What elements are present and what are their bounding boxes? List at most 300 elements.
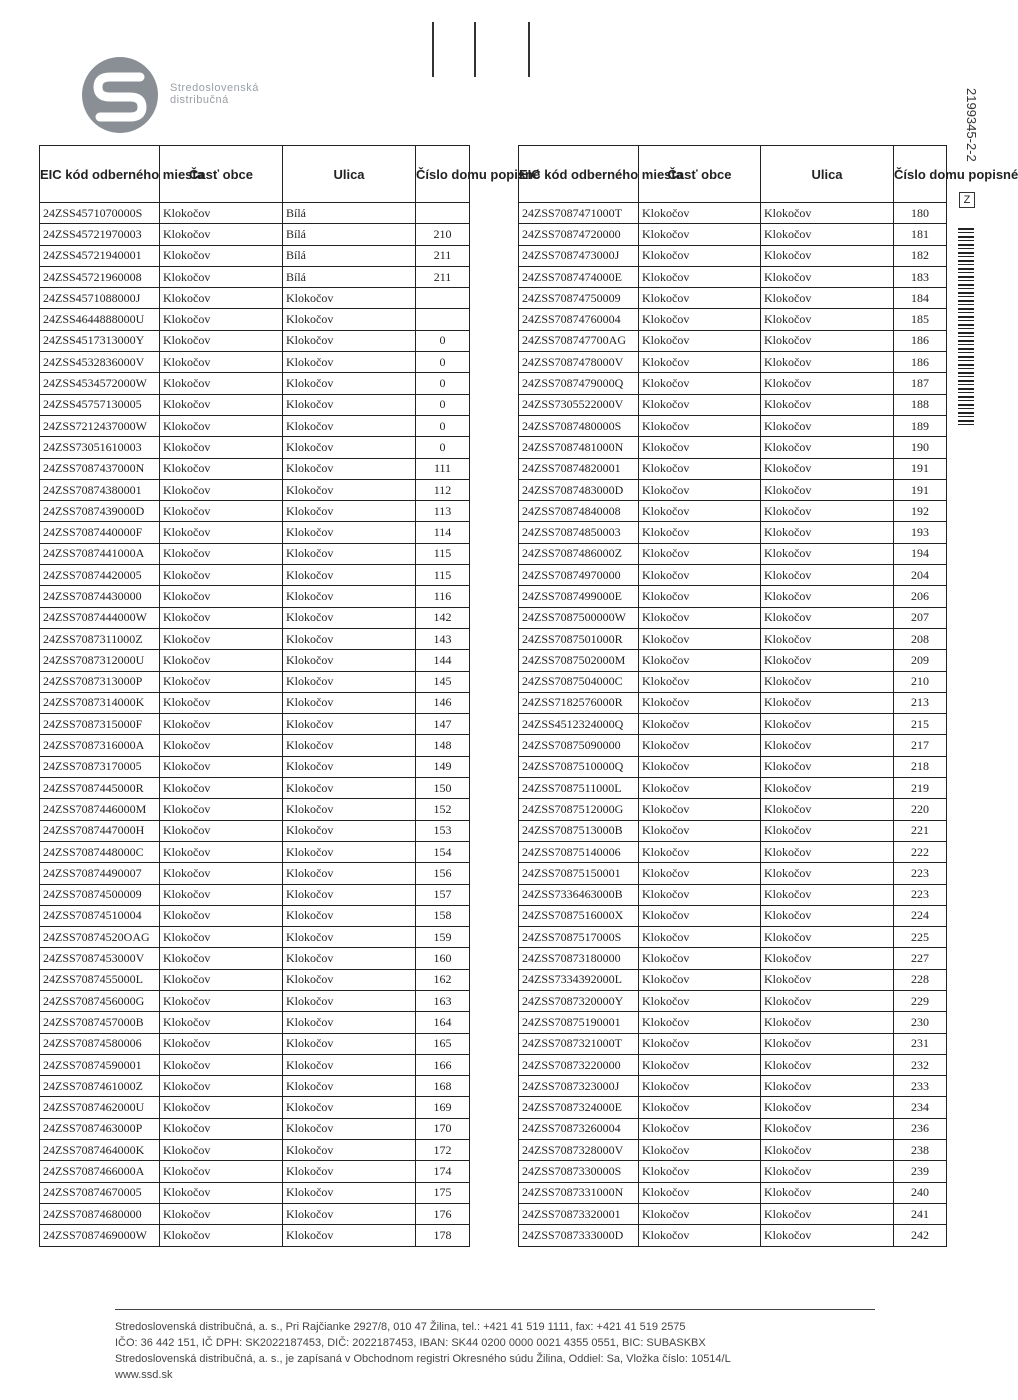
part-cell: Klokočov xyxy=(639,1203,761,1224)
part-cell: Klokočov xyxy=(639,565,761,586)
part-cell: Klokočov xyxy=(160,820,283,841)
street-cell: Klokočov xyxy=(761,437,894,458)
footer-line3: Stredoslovenská distribučná, a. s., je zapísaná v Obchodnom registri Okresného súdu Žilina, Oddiel: Sa, Vložka číslo: 10514/L xyxy=(115,1353,731,1365)
number-cell: 0 xyxy=(416,394,470,415)
eic-cell: 24ZSS70874850003 xyxy=(519,522,639,543)
number-cell: 238 xyxy=(894,1140,947,1161)
number-cell: 178 xyxy=(416,1225,470,1246)
street-cell: Klokočov xyxy=(761,756,894,777)
part-cell: Klokočov xyxy=(639,501,761,522)
table-row xyxy=(519,245,947,266)
part-cell: Klokočov xyxy=(160,607,283,628)
footer-divider xyxy=(115,1309,875,1310)
table-row xyxy=(40,1012,470,1033)
street-cell: Klokočov xyxy=(761,309,894,330)
table-row xyxy=(519,501,947,522)
table-row xyxy=(40,437,470,458)
col-eic-header: EIC kód odberného miesta xyxy=(519,146,639,203)
eic-cell: 24ZSS7087464000K xyxy=(40,1140,160,1161)
number-cell: 188 xyxy=(894,394,947,415)
street-cell: Klokočov xyxy=(761,1203,894,1224)
number-cell: 224 xyxy=(894,905,947,926)
table-row xyxy=(519,607,947,628)
eic-cell: 24ZSS7087311000Z xyxy=(40,628,160,649)
street-cell: Klokočov xyxy=(761,905,894,926)
eic-cell: 24ZSS7087480000S xyxy=(519,415,639,436)
part-cell: Klokočov xyxy=(160,1140,283,1161)
right-table xyxy=(518,145,1018,1247)
street-cell: Klokočov xyxy=(283,458,416,479)
part-cell: Klokočov xyxy=(160,841,283,862)
number-cell: 115 xyxy=(416,565,470,586)
part-cell: Klokočov xyxy=(639,841,761,862)
part-cell: Klokočov xyxy=(639,309,761,330)
part-cell: Klokočov xyxy=(639,352,761,373)
street-cell: Klokočov xyxy=(283,373,416,394)
part-cell: Klokočov xyxy=(639,799,761,820)
part-cell: Klokočov xyxy=(160,863,283,884)
part-cell: Klokočov xyxy=(639,671,761,692)
number-cell: 180 xyxy=(894,203,947,224)
part-cell: Klokočov xyxy=(639,1140,761,1161)
number-cell: 192 xyxy=(894,501,947,522)
street-cell: Klokočov xyxy=(283,479,416,500)
street-cell: Klokočov xyxy=(761,479,894,500)
table-row xyxy=(40,969,470,990)
table-row xyxy=(40,330,470,351)
eic-cell: 24ZSS70874820001 xyxy=(519,458,639,479)
eic-cell: 24ZSS70874580006 xyxy=(40,1033,160,1054)
eic-cell: 24ZSS7087516000X xyxy=(519,905,639,926)
part-cell: Klokočov xyxy=(639,714,761,735)
col-street-header: Ulica xyxy=(761,146,894,203)
table-row xyxy=(519,330,947,351)
eic-cell: 24ZSS70873320001 xyxy=(519,1203,639,1224)
part-cell: Klokočov xyxy=(160,309,283,330)
table-row xyxy=(40,799,470,820)
table-row xyxy=(40,820,470,841)
table-row xyxy=(519,266,947,287)
eic-cell: 24ZSS7087446000M xyxy=(40,799,160,820)
street-cell: Klokočov xyxy=(283,756,416,777)
table-row xyxy=(40,479,470,500)
number-cell: 158 xyxy=(416,905,470,926)
eic-cell: 24ZSS7087483000D xyxy=(519,479,639,500)
eic-cell: 24ZSS4532836000V xyxy=(40,352,160,373)
table-row xyxy=(40,245,470,266)
number-cell: 217 xyxy=(894,735,947,756)
table-row xyxy=(519,799,947,820)
street-cell: Klokočov xyxy=(283,1076,416,1097)
table-row xyxy=(519,1203,947,1224)
table-row xyxy=(519,586,947,607)
number-cell: 150 xyxy=(416,778,470,799)
eic-cell: 24ZSS7087441000A xyxy=(40,543,160,564)
eic-cell: 24ZSS70874490007 xyxy=(40,863,160,884)
eic-cell: 24ZSS7087455000L xyxy=(40,969,160,990)
street-cell: Klokočov xyxy=(283,948,416,969)
street-cell: Klokočov xyxy=(761,628,894,649)
eic-cell: 24ZSS70875140006 xyxy=(519,841,639,862)
eic-cell: 24ZSS7087456000G xyxy=(40,990,160,1011)
eic-cell: 24ZSS7087330000S xyxy=(519,1161,639,1182)
street-cell: Klokočov xyxy=(761,1054,894,1075)
part-cell: Klokočov xyxy=(160,458,283,479)
eic-cell: 24ZSS70874680000 xyxy=(40,1203,160,1224)
table-row xyxy=(519,714,947,735)
number-cell: 218 xyxy=(894,756,947,777)
table-row xyxy=(519,1182,947,1203)
street-cell: Klokočov xyxy=(283,650,416,671)
street-cell: Klokočov xyxy=(761,224,894,245)
part-cell: Klokočov xyxy=(160,543,283,564)
number-cell: 184 xyxy=(894,288,947,309)
street-cell: Klokočov xyxy=(283,990,416,1011)
table-row xyxy=(40,543,470,564)
table-row xyxy=(519,820,947,841)
number-cell: 228 xyxy=(894,969,947,990)
part-cell: Klokočov xyxy=(160,1203,283,1224)
eic-cell: 24ZSS7087440000F xyxy=(40,522,160,543)
street-cell: Klokočov xyxy=(283,1182,416,1203)
street-cell: Klokočov xyxy=(761,522,894,543)
number-cell: 174 xyxy=(416,1161,470,1182)
street-cell: Klokočov xyxy=(761,352,894,373)
table-row xyxy=(519,309,947,330)
eic-cell: 24ZSS70874670005 xyxy=(40,1182,160,1203)
table-row xyxy=(40,948,470,969)
number-cell: 111 xyxy=(416,458,470,479)
part-cell: Klokočov xyxy=(160,479,283,500)
eic-cell: 24ZSS7087447000H xyxy=(40,820,160,841)
table-row xyxy=(40,1161,470,1182)
number-cell: 145 xyxy=(416,671,470,692)
left-table-body xyxy=(40,203,470,1247)
table-row xyxy=(40,1182,470,1203)
part-cell: Klokočov xyxy=(639,756,761,777)
part-cell: Klokočov xyxy=(160,1161,283,1182)
eic-cell: 24ZSS7087469000W xyxy=(40,1225,160,1246)
part-cell: Klokočov xyxy=(160,330,283,351)
eic-cell: 24ZSS7087473000J xyxy=(519,245,639,266)
eic-cell: 24ZSS45721940001 xyxy=(40,245,160,266)
part-cell: Klokočov xyxy=(639,1161,761,1182)
street-cell: Klokočov xyxy=(761,565,894,586)
street-cell: Klokočov xyxy=(761,799,894,820)
part-cell: Klokočov xyxy=(160,671,283,692)
table-row xyxy=(40,1118,470,1139)
part-cell: Klokočov xyxy=(639,1182,761,1203)
eic-cell: 24ZSS7087313000P xyxy=(40,671,160,692)
table-row xyxy=(40,1097,470,1118)
number-cell: 189 xyxy=(894,415,947,436)
table-row xyxy=(40,756,470,777)
number-cell: 239 xyxy=(894,1161,947,1182)
street-cell: Klokočov xyxy=(761,245,894,266)
part-cell: Klokočov xyxy=(639,628,761,649)
table-row xyxy=(519,905,947,926)
number-cell: 204 xyxy=(894,565,947,586)
street-cell: Klokočov xyxy=(283,501,416,522)
table-row xyxy=(40,692,470,713)
number-cell: 112 xyxy=(416,479,470,500)
street-cell: Klokočov xyxy=(283,415,416,436)
part-cell: Klokočov xyxy=(160,522,283,543)
number-cell: 175 xyxy=(416,1182,470,1203)
table-row xyxy=(40,841,470,862)
table-row xyxy=(40,415,470,436)
number-cell: 187 xyxy=(894,373,947,394)
number-cell: 236 xyxy=(894,1118,947,1139)
part-cell: Klokočov xyxy=(639,586,761,607)
logo-text-line2: distribučná xyxy=(170,94,229,106)
table-row xyxy=(519,565,947,586)
number-cell: 169 xyxy=(416,1097,470,1118)
eic-cell: 24ZSS70873260004 xyxy=(519,1118,639,1139)
number-cell: 146 xyxy=(416,692,470,713)
barcode-icon xyxy=(958,228,974,426)
eic-cell: 24ZSS7087320000Y xyxy=(519,990,639,1011)
street-cell: Klokočov xyxy=(761,394,894,415)
number-cell: 113 xyxy=(416,501,470,522)
number-cell: 168 xyxy=(416,1076,470,1097)
number-cell: 194 xyxy=(894,543,947,564)
street-cell: Klokočov xyxy=(283,607,416,628)
footer-line4: www.ssd.sk xyxy=(115,1369,173,1381)
table-row xyxy=(519,948,947,969)
footer-line1: Stredoslovenská distribučná, a. s., Pri Rajčianke 2927/8, 010 47 Žilina, tel.: +421 41 519 1111, fax: +421 41 519 2575 xyxy=(115,1321,686,1333)
eic-cell: 24ZSS70874750009 xyxy=(519,288,639,309)
street-cell: Klokočov xyxy=(283,799,416,820)
street-cell: Klokočov xyxy=(761,778,894,799)
table-row xyxy=(40,565,470,586)
part-cell: Klokočov xyxy=(639,288,761,309)
part-cell: Klokočov xyxy=(639,394,761,415)
table-row xyxy=(40,1225,470,1246)
table-row xyxy=(40,1140,470,1161)
eic-cell: 24ZSS7087502000M xyxy=(519,650,639,671)
table-row xyxy=(519,650,947,671)
number-cell: 233 xyxy=(894,1076,947,1097)
table-row xyxy=(40,373,470,394)
part-cell: Klokočov xyxy=(160,266,283,287)
eic-cell: 24ZSS7087328000V xyxy=(519,1140,639,1161)
street-cell: Klokočov xyxy=(761,203,894,224)
eic-cell: 24ZSS7087513000B xyxy=(519,820,639,841)
table-row xyxy=(519,756,947,777)
number-cell: 181 xyxy=(894,224,947,245)
part-cell: Klokočov xyxy=(160,1076,283,1097)
number-cell: 231 xyxy=(894,1033,947,1054)
table-row xyxy=(40,501,470,522)
eic-cell: 24ZSS70874720000 xyxy=(519,224,639,245)
document-id: 2199345-2-2 xyxy=(964,88,979,162)
street-cell: Klokočov xyxy=(761,948,894,969)
eic-cell: 24ZSS70874380001 xyxy=(40,479,160,500)
table-row xyxy=(40,522,470,543)
eic-cell: 24ZSS45721960008 xyxy=(40,266,160,287)
number-cell: 232 xyxy=(894,1054,947,1075)
table-row xyxy=(519,1118,947,1139)
eic-cell: 24ZSS7087324000E xyxy=(519,1097,639,1118)
number-cell: 209 xyxy=(894,650,947,671)
logo-text xyxy=(170,82,259,106)
number-cell: 186 xyxy=(894,330,947,351)
table-row xyxy=(40,394,470,415)
street-cell: Klokočov xyxy=(761,863,894,884)
part-cell: Klokočov xyxy=(639,458,761,479)
part-cell: Klokočov xyxy=(160,373,283,394)
eic-cell: 24ZSS7087463000P xyxy=(40,1118,160,1139)
street-cell: Klokočov xyxy=(283,543,416,564)
street-cell: Klokočov xyxy=(761,586,894,607)
part-cell: Klokočov xyxy=(639,863,761,884)
table-row xyxy=(40,352,470,373)
number-cell: 191 xyxy=(894,479,947,500)
number-cell: 162 xyxy=(416,969,470,990)
eic-cell: 24ZSS7087445000R xyxy=(40,778,160,799)
street-cell: Klokočov xyxy=(761,692,894,713)
street-cell: Klokočov xyxy=(283,863,416,884)
part-cell: Klokočov xyxy=(160,352,283,373)
number-cell: 149 xyxy=(416,756,470,777)
part-cell: Klokočov xyxy=(160,1097,283,1118)
table-row xyxy=(519,1140,947,1161)
number-cell: 148 xyxy=(416,735,470,756)
street-cell: Klokočov xyxy=(761,1033,894,1054)
number-cell: 182 xyxy=(894,245,947,266)
part-cell: Klokočov xyxy=(160,650,283,671)
street-cell: Klokočov xyxy=(283,927,416,948)
eic-cell: 24ZSS70873180000 xyxy=(519,948,639,969)
table-row xyxy=(40,714,470,735)
part-cell: Klokočov xyxy=(160,1225,283,1246)
number-cell: 225 xyxy=(894,927,947,948)
eic-cell: 24ZSS45757130005 xyxy=(40,394,160,415)
street-cell: Klokočov xyxy=(283,714,416,735)
table-row xyxy=(40,266,470,287)
part-cell: Klokočov xyxy=(639,522,761,543)
number-cell: 242 xyxy=(894,1225,947,1246)
eic-cell: 24ZSS7087517000S xyxy=(519,927,639,948)
street-cell: Klokočov xyxy=(283,841,416,862)
part-cell: Klokočov xyxy=(160,692,283,713)
eic-cell: 24ZSS7087312000U xyxy=(40,650,160,671)
table-row xyxy=(519,224,947,245)
eic-cell: 24ZSS7305522000V xyxy=(519,394,639,415)
street-cell: Klokočov xyxy=(283,1161,416,1182)
street-cell: Klokočov xyxy=(761,884,894,905)
street-cell: Klokočov xyxy=(283,969,416,990)
eic-cell: 24ZSS7087457000B xyxy=(40,1012,160,1033)
table-row xyxy=(519,1225,947,1246)
eic-cell: 24ZSS7212437000W xyxy=(40,415,160,436)
part-cell: Klokočov xyxy=(639,650,761,671)
eic-cell: 24ZSS4644888000U xyxy=(40,309,160,330)
eic-cell: 24ZSS70874420005 xyxy=(40,565,160,586)
part-cell: Klokočov xyxy=(160,1033,283,1054)
part-cell: Klokočov xyxy=(160,565,283,586)
table-row xyxy=(40,628,470,649)
eic-cell: 24ZSS7087323000J xyxy=(519,1076,639,1097)
number-cell: 0 xyxy=(416,437,470,458)
street-cell: Klokočov xyxy=(761,501,894,522)
table-row xyxy=(519,543,947,564)
street-cell: Klokočov xyxy=(283,884,416,905)
street-cell: Klokočov xyxy=(761,841,894,862)
number-cell: 227 xyxy=(894,948,947,969)
eic-cell: 24ZSS7087316000A xyxy=(40,735,160,756)
part-cell: Klokočov xyxy=(639,927,761,948)
number-cell: 193 xyxy=(894,522,947,543)
eic-cell: 24ZSS7087500000W xyxy=(519,607,639,628)
part-cell: Klokočov xyxy=(639,373,761,394)
table-row xyxy=(519,1054,947,1075)
number-cell: 152 xyxy=(416,799,470,820)
street-cell: Klokočov xyxy=(761,543,894,564)
street-cell: Klokočov xyxy=(283,352,416,373)
table-row xyxy=(519,927,947,948)
part-cell: Klokočov xyxy=(639,437,761,458)
eic-cell: 24ZSS7087437000N xyxy=(40,458,160,479)
eic-cell: 24ZSS7087479000Q xyxy=(519,373,639,394)
number-cell: 114 xyxy=(416,522,470,543)
part-cell: Klokočov xyxy=(160,714,283,735)
number-cell: 186 xyxy=(894,352,947,373)
part-cell: Klokočov xyxy=(160,927,283,948)
part-cell: Klokočov xyxy=(639,735,761,756)
table-row xyxy=(40,288,470,309)
part-cell: Klokočov xyxy=(639,245,761,266)
part-cell: Klokočov xyxy=(160,245,283,266)
eic-cell: 24ZSS7087501000R xyxy=(519,628,639,649)
part-cell: Klokočov xyxy=(160,437,283,458)
street-cell: Klokočov xyxy=(761,650,894,671)
street-cell: Klokočov xyxy=(761,288,894,309)
eic-cell: 24ZSS70874520OAG xyxy=(40,927,160,948)
eic-cell: 24ZSS70875190001 xyxy=(519,1012,639,1033)
street-cell: Klokočov xyxy=(761,415,894,436)
table-row xyxy=(519,394,947,415)
eic-cell: 24ZSS7087512000G xyxy=(519,799,639,820)
part-cell: Klokočov xyxy=(639,1012,761,1033)
street-cell: Klokočov xyxy=(761,1182,894,1203)
number-cell: 220 xyxy=(894,799,947,820)
street-cell: Klokočov xyxy=(283,778,416,799)
number-cell: 206 xyxy=(894,586,947,607)
eic-cell: 24ZSS7087444000W xyxy=(40,607,160,628)
street-cell: Klokočov xyxy=(283,586,416,607)
part-cell: Klokočov xyxy=(639,203,761,224)
number-cell: 223 xyxy=(894,863,947,884)
street-cell: Klokočov xyxy=(761,671,894,692)
col-number-header: Číslo domu popisné xyxy=(894,146,947,203)
number-cell: 0 xyxy=(416,415,470,436)
part-cell: Klokočov xyxy=(639,415,761,436)
number-cell: 183 xyxy=(894,266,947,287)
eic-cell: 24ZSS7087331000N xyxy=(519,1182,639,1203)
street-cell: Klokočov xyxy=(283,1225,416,1246)
part-cell: Klokočov xyxy=(639,479,761,500)
part-cell: Klokočov xyxy=(160,501,283,522)
part-cell: Klokočov xyxy=(160,288,283,309)
col-part-header: Časť obce xyxy=(160,146,283,203)
number-cell: 219 xyxy=(894,778,947,799)
street-cell: Klokočov xyxy=(761,1161,894,1182)
part-cell: Klokočov xyxy=(160,1118,283,1139)
eic-cell: 24ZSS7087453000V xyxy=(40,948,160,969)
street-cell: Klokočov xyxy=(283,1054,416,1075)
